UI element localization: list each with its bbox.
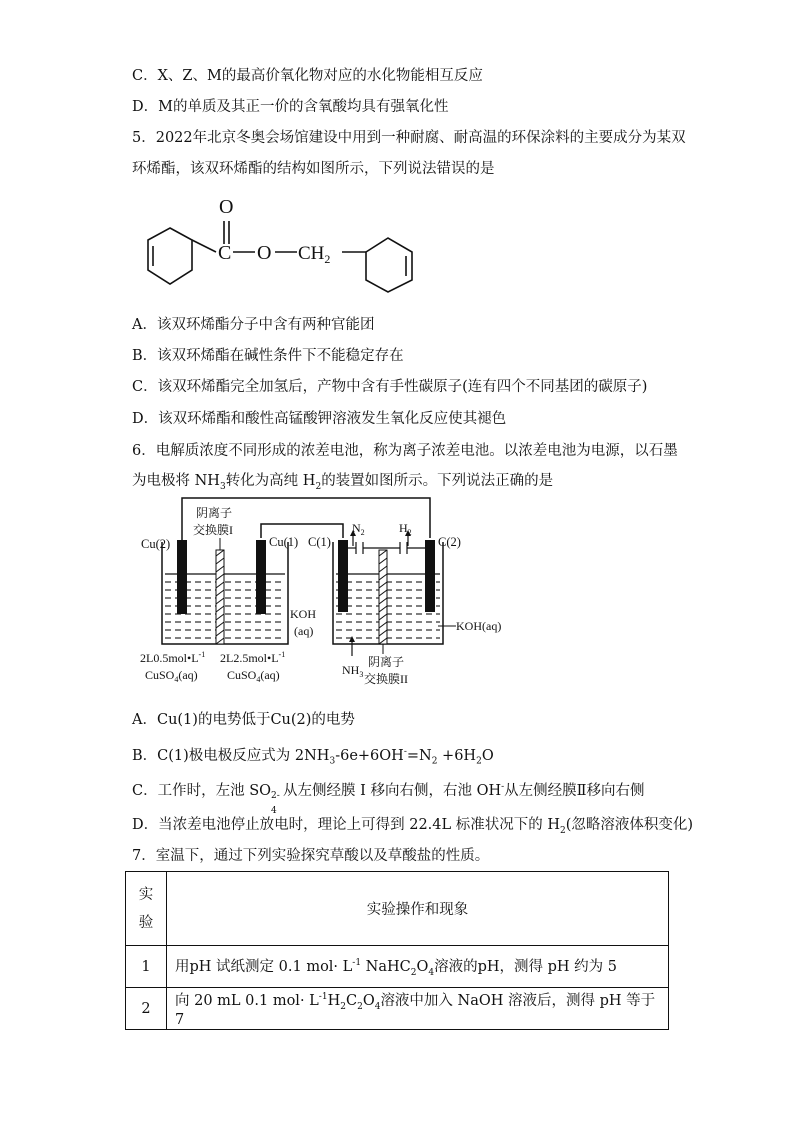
- electrode-c1: [338, 540, 348, 612]
- q5-option-d: D．该双环烯酯和酸性高锰酸钾溶液发生氧化反应使其褪色: [132, 411, 507, 427]
- n2-label: $N_2$: [352, 521, 365, 537]
- row-number: 2: [126, 988, 167, 1030]
- q6-option-a: A．Cu(1)的电势低于Cu(2)的电势: [132, 712, 355, 728]
- electrode-cu2: [177, 540, 187, 614]
- row-operation: 用pH 试纸测定 0.1 $mol\cdot L^{-1}$ $NaHC_2O_4$溶液的pH，测得 pH 约为 5: [167, 946, 669, 988]
- q6-stem-line2: 为电极将 $NH_3$转化为高纯 $H_2$的装置如图所示。下列说法正确的是: [132, 473, 554, 492]
- concentration-cell-diagram: [138, 494, 518, 689]
- koh-right-label: KOH(aq): [456, 619, 502, 633]
- q4-option-d: D．M的单质及其正一价的含氧酸均具有强氧化性: [132, 99, 449, 115]
- right-solution-label-l1: $2L2.5mol•L^{-1}$: [220, 650, 286, 665]
- membrane1-label-l2: 交换膜I: [193, 523, 233, 537]
- membrane-1: [216, 550, 224, 644]
- membrane1-label-l1: 阴离子: [196, 506, 233, 520]
- q5-option-c: C．该双环烯酯完全加氢后，产物中含有手性碳原子(连有四个不同基团的碳原子): [132, 379, 648, 395]
- right-solution-lines: [336, 582, 440, 638]
- koh-left-label-l1: KOH: [290, 607, 316, 621]
- nh3-label: $NH_3$: [342, 663, 364, 679]
- table-row: [126, 946, 669, 988]
- left-solution-label-l2: CuSO$_4$(aq): [145, 668, 198, 684]
- bond-ring-to-carbonyl: [192, 240, 216, 252]
- cu1-label: Cu(1): [269, 535, 299, 549]
- q5-option-b: B．该双环烯酯在碱性条件下不能稳定存在: [132, 348, 404, 364]
- electrode-c2: [425, 540, 435, 612]
- q5-stem-line2: 环烯酯，该双环烯酯的结构如图所示，下列说法错误的是: [132, 161, 495, 177]
- carbonyl-carbon: C: [218, 242, 232, 264]
- ch2-group: $CH_2$: [298, 243, 331, 266]
- membrane2-label-l2: 交换膜II: [364, 672, 408, 686]
- cu2-label: Cu(2): [141, 537, 171, 551]
- q6-stem-line1: 6．电解质浓度不同形成的浓差电池，称为离子浓差电池。以浓差电池为电源，以石墨: [132, 443, 678, 459]
- left-solution-label-l1: $2L0.5mol•L^{-1}$: [140, 650, 206, 665]
- q7-stem: 7．室温下，通过下列实验探究草酸以及草酸盐的性质。: [132, 848, 490, 864]
- right-cyclohexene-ring: [366, 238, 412, 292]
- q6-option-c: C．工作时，左池 SO 2- 4 从左侧经膜 I 移向右侧，右池 OH-从左侧经膜Ⅱ移向右侧: [132, 782, 645, 816]
- q5-stem-line1: 5．2022年北京冬奥会场馆建设中用到一种耐腐、耐高温的环保涂料的主要成分为某双: [132, 130, 686, 146]
- koh-left-label-l2: (aq): [294, 624, 314, 638]
- h2-label: $H_2$: [399, 521, 412, 537]
- q6-option-b: B．C(1)极电极反应式为 $2NH_3-6e+6OH^-=N_2 +6H_2O$: [132, 747, 494, 767]
- right-solution-label-l2: CuSO$_4$(aq): [227, 668, 280, 684]
- table-header-row: [126, 872, 669, 946]
- row-operation: 向 20 mL 0.1 $mol\cdot L^{-1}H_2C_2O_4$溶液中加入 NaOH 溶液后，测得 pH 等于 7: [167, 988, 669, 1030]
- membrane-2: [379, 550, 387, 644]
- electrode-cu1: [256, 540, 266, 614]
- experiment-table: [125, 871, 669, 1030]
- ester-structure-figure: [130, 188, 430, 303]
- left-cyclohexene-ring: [148, 228, 192, 284]
- c1-label: C(1): [308, 535, 331, 549]
- table-row: [126, 988, 669, 1030]
- row-number: 1: [126, 946, 167, 988]
- carbonyl-oxygen: O: [219, 196, 234, 218]
- c2-label: C(2): [438, 535, 461, 549]
- header-experiment-number: 实 验: [126, 872, 167, 946]
- q6-option-d: D．当浓差电池停止放电时，理论上可得到 22.4L 标准状况下的 $H_2$(忽略溶液体积变化): [132, 817, 694, 836]
- header-operation: 实验操作和现象: [167, 872, 669, 946]
- q5-option-a: A．该双环烯酯分子中含有两种官能团: [132, 317, 375, 333]
- outer-wire: [182, 498, 430, 544]
- ester-oxygen: O: [257, 242, 272, 264]
- membrane2-label-l1: 阴离子: [368, 655, 405, 669]
- q4-option-c: C．X、Z、M的最高价氧化物对应的水化物能相互反应: [132, 68, 483, 84]
